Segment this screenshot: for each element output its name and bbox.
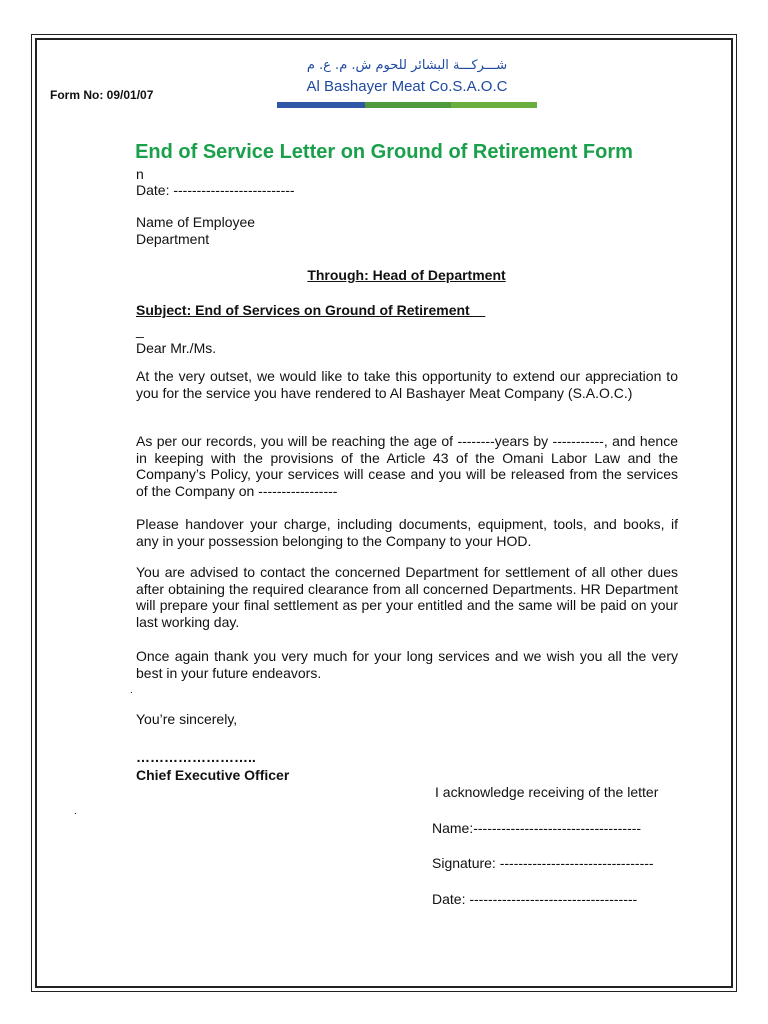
employee-name-label: Name of Employee: [136, 214, 256, 230]
through-heading: Through: Head of Department: [307, 267, 506, 283]
subject-line: Subject: End of Services on Ground of Retirement: [136, 302, 486, 318]
stray-n: n: [136, 166, 144, 182]
closing-line: You’re sincerely,: [136, 711, 238, 727]
logo-english-name: Al Bashayer Meat Co.S.A.O.C: [306, 78, 508, 95]
acknowledgement-statement: I acknowledge receiving of the letter: [435, 784, 659, 800]
stray-underscore: _: [136, 322, 144, 338]
logo-bar-blue: [277, 102, 365, 108]
paragraph-appreciation: At the very outset, we would like to take this opportunity to extend our appreciation to you for the service you have rendered to Al Bashayer Meat Company (S.A.O.C.): [136, 368, 678, 401]
company-logo: [277, 58, 537, 114]
ack-signature-line: Signature: ---------------------------------: [432, 855, 654, 871]
ack-name-line: Name:------------------------------------: [432, 820, 642, 836]
logo-arabic-name: شـــركـــة البشائر للحوم ش. م. ع. م: [306, 58, 508, 73]
form-title: End of Service Letter on Ground of Retirement Form: [135, 141, 633, 163]
form-number: Form No: 09/01/07: [50, 88, 154, 102]
logo-bar-light-green: [451, 102, 537, 108]
paragraph-settlement: You are advised to contact the concerned Department for settlement of all other dues after obtaining the required clearance from all concerned Departments. HR Department will prepare your final settlement as per your entitled and the same will be paid on your last working day.: [136, 564, 678, 630]
paragraph-thanks: Once again thank you very much for your long services and we wish you all the very best in your future endeavors.: [136, 648, 678, 681]
paragraph-handover: Please handover your charge, including documents, equipment, tools, and books, if any in your possession belonging to the Company to your HOD.: [136, 516, 678, 549]
stray-dot-margin: .: [74, 806, 77, 817]
salutation: Dear Mr./Ms.: [136, 340, 217, 356]
ack-date-line: Date: ------------------------------------: [432, 891, 638, 907]
signature-dots: ……………………..: [136, 749, 256, 765]
stray-dot-left: .: [130, 685, 133, 696]
signatory-title: Chief Executive Officer: [136, 767, 290, 783]
department-label: Department: [136, 231, 210, 247]
date-line: Date: --------------------------: [136, 182, 295, 198]
paragraph-retirement-age: As per our records, you will be reaching the age of --------years by -----------, and hence in keeping with the provisions of the Article 43 of the Omani Labor Law and the Company’s Policy, your services will cease and you will be released from the services of the Company on -----------------: [136, 433, 678, 499]
logo-bar-green: [365, 102, 451, 108]
